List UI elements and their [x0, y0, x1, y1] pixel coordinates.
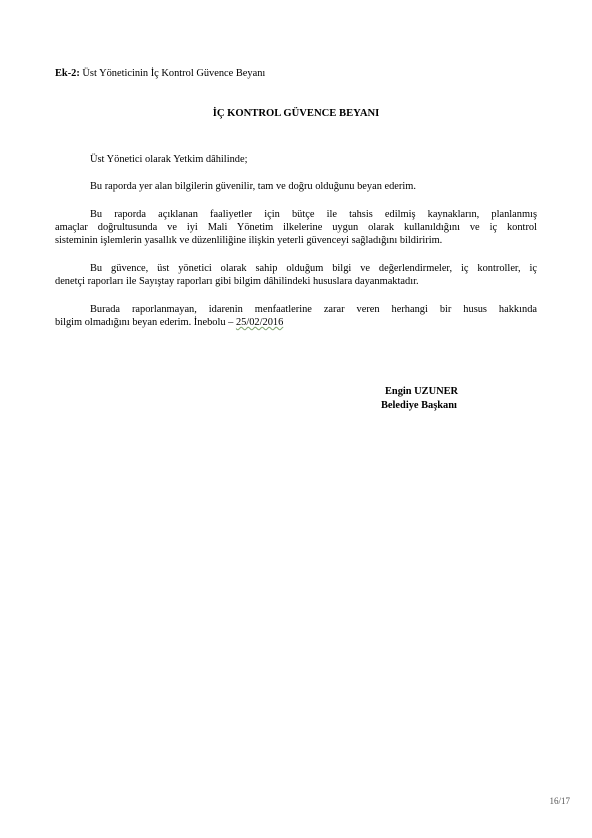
document-title: İÇ KONTROL GÜVENCE BEYANI — [212, 108, 380, 119]
declaration-text: bilgim olmadığını beyan ederim. İnebolu – — [55, 317, 236, 328]
page-number: 16/17 — [549, 796, 570, 806]
paragraph-declaration-line-1: Burada raporlanmayan, idarenin menfaatlerine zarar veren herhangi bir husus hakkında — [90, 304, 537, 315]
signatory-title: Belediye Başkanı — [381, 400, 457, 411]
paragraph-declaration-line-2 — [55, 316, 283, 329]
paragraph-basis-line-1: Bu güvence, üst yönetici olarak sahip olduğum bilgi ve değerlendirmeler, iç kontroller, iç — [90, 263, 537, 274]
annex-heading — [55, 67, 265, 80]
paragraph-basis-line-2: denetçi raporları ile Sayıştay raporları gibi bilgim dâhilindeki hususlara dayanmaktadır. — [55, 276, 419, 287]
paragraph-resources-line-3: sisteminin işlemlerin yasallık ve düzenliliğine ilişkin yeterli güvenceyi sağladığını bildiririm. — [55, 235, 443, 246]
paragraph-resources-line-2: amaçlar doğrultusunda ve iyi Mali Yönetim ilkelerine uygun olarak kullanıldığını ve iç kontrol — [55, 222, 537, 233]
paragraph-reliability: Bu raporda yer alan bilgilerin güvenilir, tam ve doğru olduğunu beyan ederim. — [90, 181, 416, 192]
annex-label: Ek-2: — [55, 68, 80, 79]
paragraph-authority: Üst Yönetici olarak Yetkim dâhilinde; — [90, 154, 248, 165]
signatory-name: Engin UZUNER — [385, 386, 459, 397]
declaration-date: 25/02/2016 — [235, 317, 284, 328]
paragraph-resources-line-1: Bu raporda açıklanan faaliyetler için bütçe ile tahsis edilmiş kaynakların, planlanmış — [90, 209, 537, 220]
annex-title: Üst Yöneticinin İç Kontrol Güvence Beyanı — [79, 68, 266, 79]
